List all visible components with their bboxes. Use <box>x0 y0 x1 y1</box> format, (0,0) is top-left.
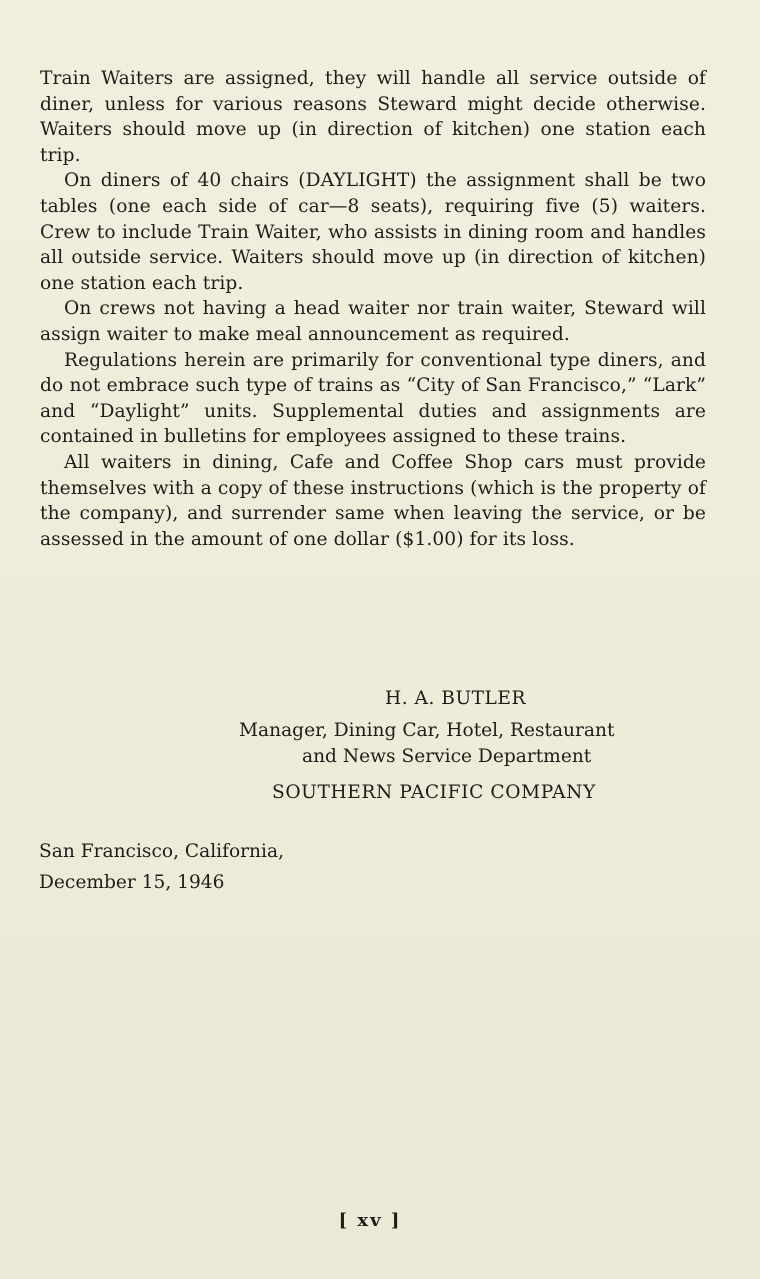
signatory-title-line-1: Manager, Dining Car, Hotel, Restaurant <box>239 720 615 741</box>
paragraph-instructions-copy: All waiters in dining, Cafe and Coffee Shop cars must provide themselves with a copy of these instructions (which is the property of the company), and surrender same when leaving the service, or be assessed in the amount of one dollar ($1.00) for its loss. <box>40 451 706 550</box>
page-number: [ xv ] <box>338 1210 402 1231</box>
paragraph-regulations: Regulations herein are primarily for conventional type diners, and do not embrace such type of trains as “City of San Francisco,” “Lark” and “Daylight” units. Supplemental duties and assignments are contained in bulletins for employees assigned to these trains. <box>40 349 706 448</box>
paragraph-train-waiters: Train Waiters are assigned, they will handle all service outside of diner, unless for various reasons Steward might decide otherwise. Waiters should move up (in direction of kitchen) one station each trip. <box>40 68 706 166</box>
company-name: SOUTHERN PACIFIC COMPANY <box>272 782 596 803</box>
body-text <box>40 66 706 552</box>
signatory-name: H. A. BUTLER <box>385 688 526 709</box>
paragraph-40-chair-diners: On diners of 40 chairs (DAYLIGHT) the assignment shall be two tables (one each side of car—8 seats), requiring five (5) waiters. Crew to include Train Waiter, who assists in dining room and handles all outside service. Waiters should move up (in direction of kitchen) one station each trip. <box>40 170 706 294</box>
paragraph-meal-announcement: On crews not having a head waiter nor train waiter, Steward will assign waiter to make meal announcement as required. <box>40 298 706 345</box>
place-city: San Francisco, California, <box>39 841 284 862</box>
signatory-title-line-2: and News Service Department <box>302 746 592 767</box>
place-date: December 15, 1946 <box>39 872 225 893</box>
